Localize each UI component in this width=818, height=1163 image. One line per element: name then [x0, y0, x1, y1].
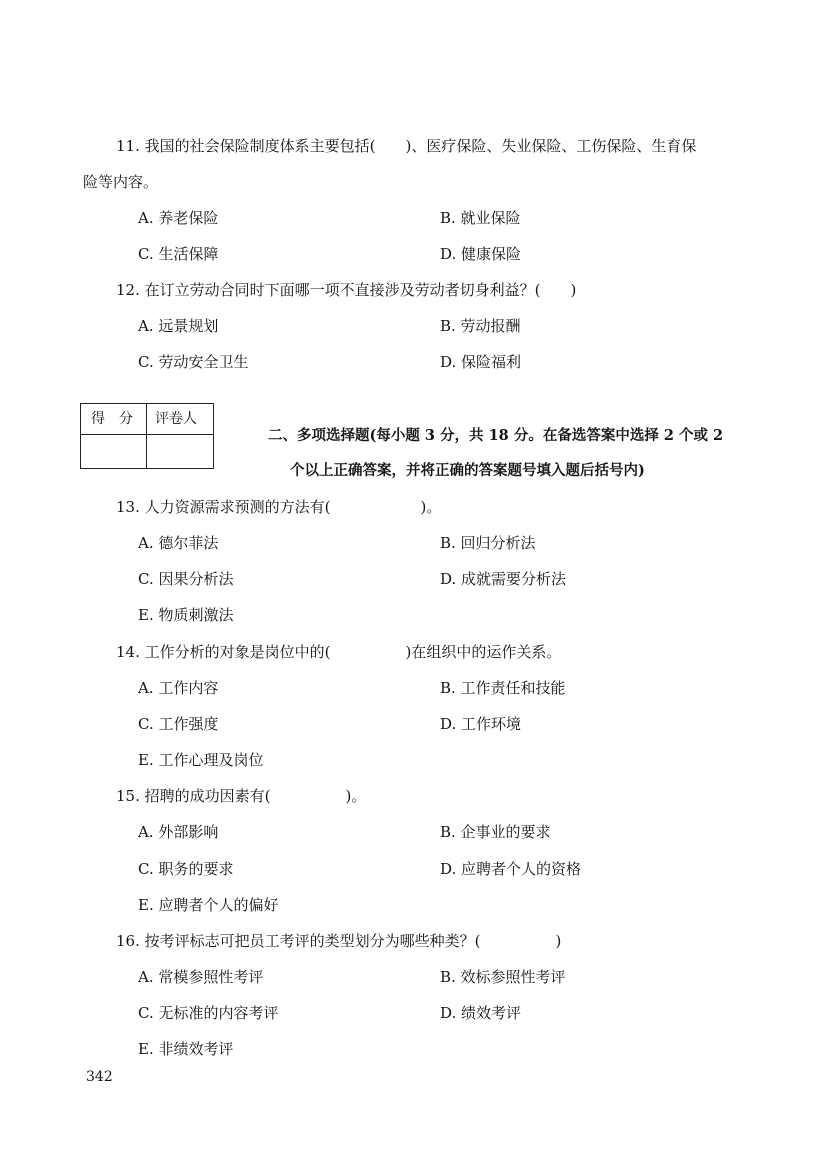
question-15-option-e: E. 应聘者个人的偏好: [138, 896, 279, 914]
question-13-stem: 13. 人力资源需求预测的方法有( )。: [116, 498, 442, 516]
question-11-stem: 11. 我国的社会保险制度体系主要包括( )、医疗保险、失业保险、工伤保险、生育保: [116, 137, 697, 155]
question-16-option-b: B. 效标参照性考评: [440, 968, 566, 986]
question-16-option-d: D. 绩效考评: [440, 1004, 522, 1022]
question-11-option-b: B. 就业保险: [440, 209, 521, 227]
section-heading-line-1: 二、多项选择题(每小题 3 分，共 18 分。在备选答案中选择 2 个或 2: [268, 427, 724, 444]
question-15-option-b: B. 企事业的要求: [440, 823, 551, 841]
question-11-option-a: A. 养老保险: [138, 209, 219, 227]
page-number: 342: [86, 1069, 113, 1085]
question-14-option-b: B. 工作责任和技能: [440, 679, 566, 697]
question-12-option-d: D. 保险福利: [440, 353, 522, 371]
question-14-stem: 14. 工作分析的对象是岗位中的( )在组织中的运作关系。: [116, 643, 562, 661]
question-11-stem-continued: 险等内容。: [83, 173, 159, 191]
question-14-option-d: D. 工作环境: [440, 715, 522, 733]
question-12-option-c: C. 劳动安全卫生: [138, 353, 249, 371]
question-15-option-d: D. 应聘者个人的资格: [440, 860, 582, 878]
question-12-option-b: B. 劳动报酬: [440, 317, 521, 335]
question-16-option-a: A. 常模参照性考评: [138, 968, 264, 986]
score-box-divider: [81, 434, 213, 435]
question-12-option-a: A. 远景规划: [138, 317, 219, 335]
section-heading-line-2: 个以上正确答案，并将正确的答案题号填入题后括号内): [290, 462, 645, 479]
score-box-divider: [146, 404, 147, 468]
question-16-option-e: E. 非绩效考评: [138, 1040, 234, 1058]
question-13-option-d: D. 成就需要分析法: [440, 570, 567, 588]
question-14-option-c: C. 工作强度: [138, 715, 219, 733]
question-13-option-e: E. 物质刺激法: [138, 606, 234, 624]
question-15-stem: 15. 招聘的成功因素有( )。: [116, 787, 367, 805]
score-box: [80, 403, 214, 469]
question-13-option-b: B. 回归分析法: [440, 534, 536, 552]
question-13-option-c: C. 因果分析法: [138, 570, 234, 588]
question-11-option-d: D. 健康保险: [440, 245, 522, 263]
question-16-option-c: C. 无标准的内容考评: [138, 1004, 279, 1022]
question-14-option-e: E. 工作心理及岗位: [138, 751, 264, 769]
score-label: 得 分: [91, 411, 133, 427]
question-11-option-c: C. 生活保障: [138, 245, 219, 263]
question-13-option-a: A. 德尔菲法: [138, 534, 219, 552]
question-14-option-a: A. 工作内容: [138, 679, 219, 697]
question-16-stem: 16. 按考评标志可把员工考评的类型划分为哪些种类？( ): [116, 932, 562, 950]
question-12-stem: 12. 在订立劳动合同时下面哪一项不直接涉及劳动者切身利益？( ): [116, 281, 577, 299]
question-15-option-a: A. 外部影响: [138, 823, 219, 841]
question-15-option-c: C. 职务的要求: [138, 860, 234, 878]
grader-label: 评卷人: [155, 411, 197, 427]
